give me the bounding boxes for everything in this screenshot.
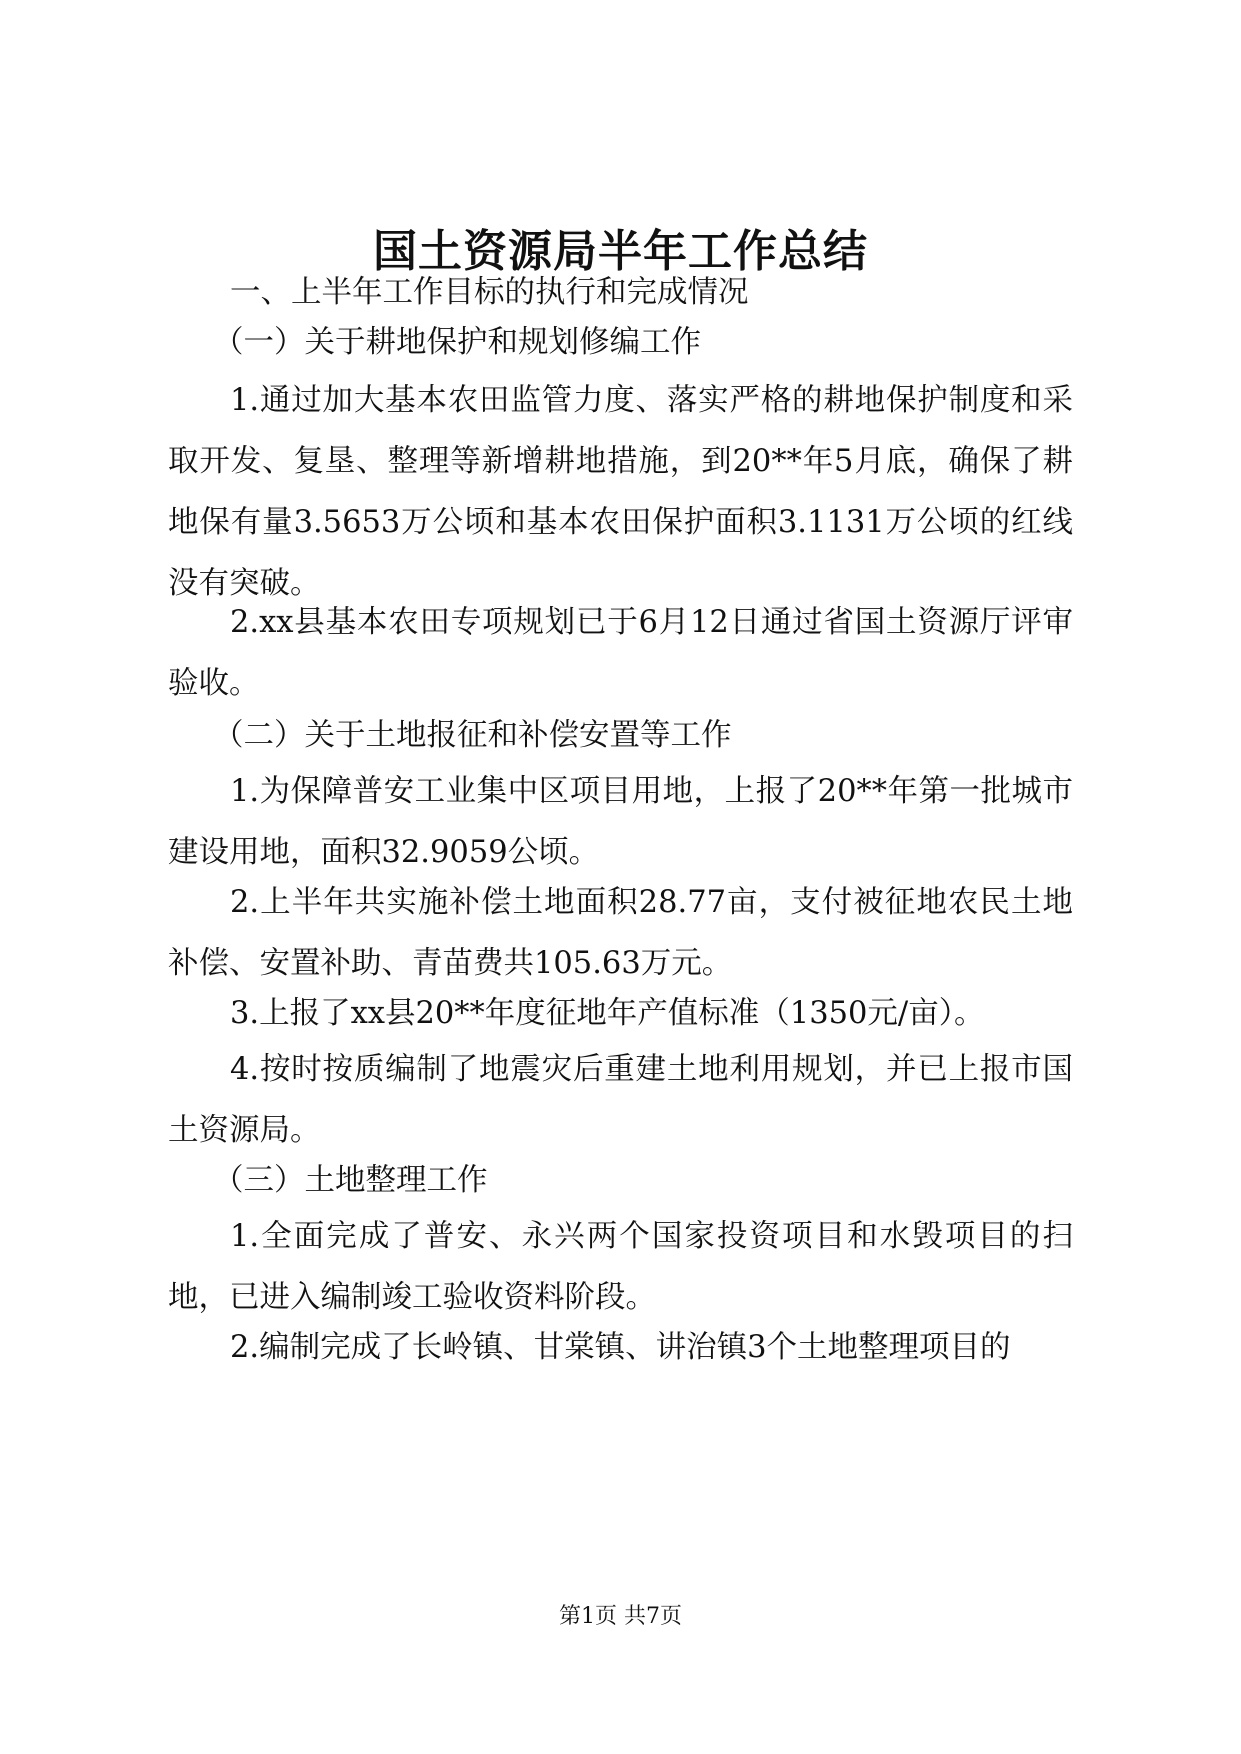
subsection-heading-3: （三）土地整理工作: [213, 1163, 488, 1198]
paragraph-1-1: 1.通过加大基本农田监管力度、落实严格的耕地保护制度和采取开发、复垦、整理等新增耕地措施，到20**年5月底，确保了耕地保有量3.5653万公顷和基本农田保护面积3.1131万公顷的红线没有突破。: [168, 383, 1073, 601]
paragraph-3-1: 1.全面完成了普安、永兴两个国家投资项目和水毁项目的扫地，已进入编制竣工验收资料阶段。: [168, 1219, 1073, 1315]
paragraph-3-2: 2.编制完成了长岭镇、甘棠镇、讲治镇3个土地整理项目的: [230, 1330, 1011, 1365]
section-heading-1: 一、上半年工作目标的执行和完成情况: [230, 275, 749, 310]
paragraph-2-2: 2.上半年共实施补偿土地面积28.77亩，支付被征地农民土地补偿、安置补助、青苗费共105.63万元。: [168, 885, 1073, 981]
paragraph-1-2: 2.xx县基本农田专项规划已于6月12日通过省国土资源厅评审验收。: [168, 605, 1073, 701]
subsection-heading-2: （二）关于土地报征和补偿安置等工作: [213, 718, 732, 753]
paragraph-2-1: 1.为保障普安工业集中区项目用地，上报了20**年第一批城市建设用地，面积32.9059公顷。: [168, 774, 1073, 870]
page-number-footer: 第1页 共7页: [559, 1604, 682, 1629]
paragraph-2-3: 3.上报了xx县20**年度征地年产值标准（1350元/亩）。: [230, 996, 985, 1031]
subsection-heading-1: （一）关于耕地保护和规划修编工作: [213, 325, 701, 360]
paragraph-2-4: 4.按时按质编制了地震灾后重建土地利用规划，并已上报市国土资源局。: [168, 1052, 1073, 1148]
document-title: 国土资源局半年工作总结: [373, 226, 868, 277]
